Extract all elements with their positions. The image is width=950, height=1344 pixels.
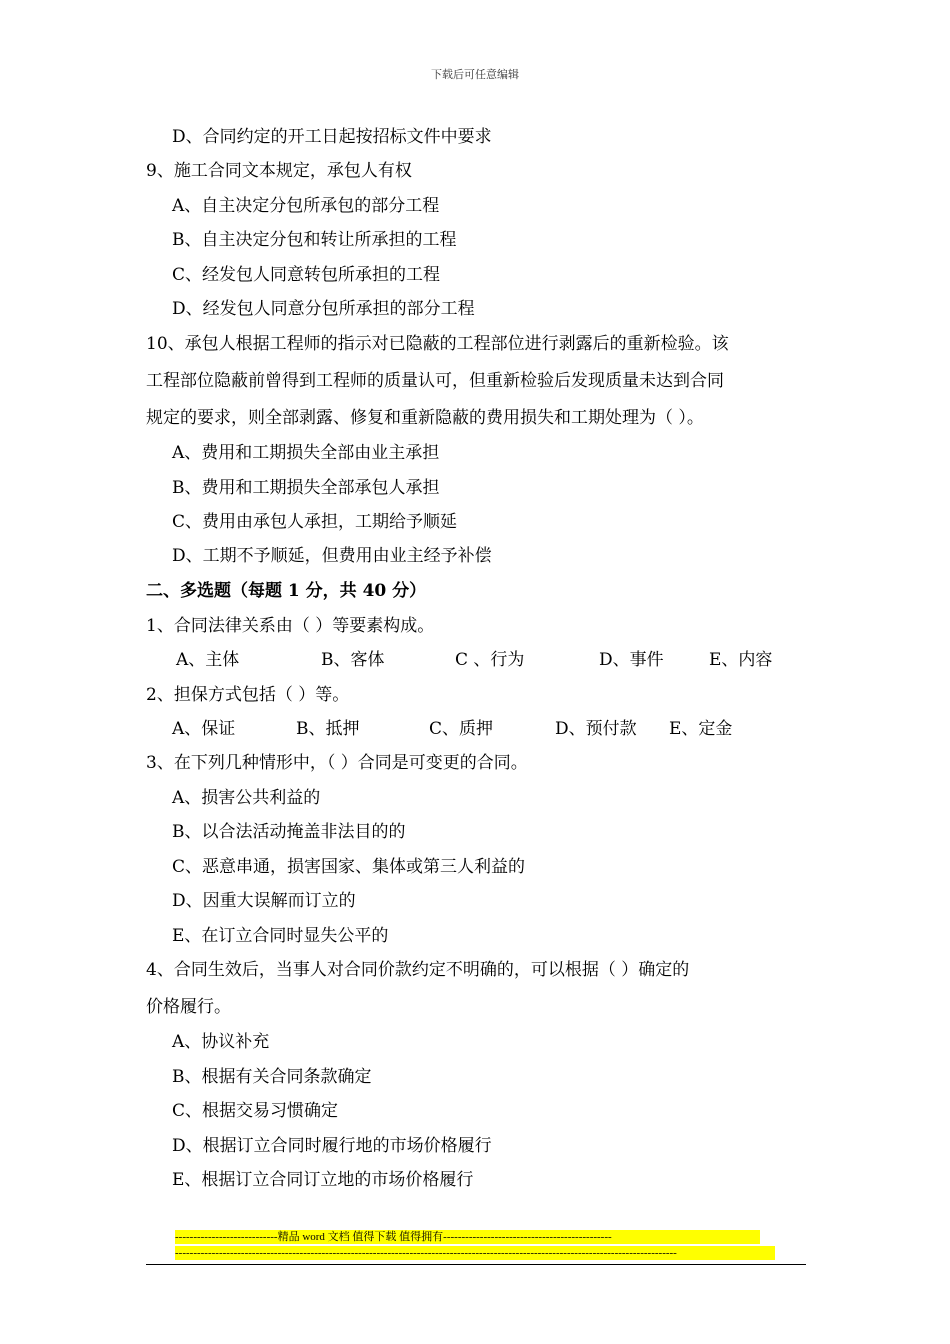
q10-stem-line3: 规定的要求，则全部剥露、修复和重新隐蔽的费用损失和工期处理为（ ）。: [146, 408, 704, 428]
m4-option-c: C、根据交易习惯确定: [172, 1101, 339, 1121]
q8-option-d: D、合同约定的开工日起按招标文件中要求: [172, 127, 492, 147]
m1-options: [176, 649, 772, 671]
footer-banner-line1: ----------------------------精品 word 文档 值得下载 值得拥有----------------------------------------------: [175, 1230, 760, 1244]
q9-option-c: C、经发包人同意转包所承担的工程: [172, 265, 441, 285]
q10-option-b: B、费用和工期损失全部承包人承担: [172, 478, 440, 498]
q10-stem-line2: 工程部位隐蔽前曾得到工程师的质量认可，但重新检验后发现质量未达到合同: [146, 371, 724, 391]
m2-stem: 2、担保方式包括（ ）等。: [146, 685, 350, 705]
m1-option-d: D、事件: [599, 650, 664, 670]
m4-option-a: A、协议补充: [172, 1032, 270, 1052]
m4-option-b: B、根据有关合同条款确定: [172, 1067, 372, 1087]
footer-divider: [146, 1264, 806, 1265]
m3-option-e: E、在订立合同时显失公平的: [172, 926, 389, 946]
m3-stem: 3、在下列几种情形中，（ ）合同是可变更的合同。: [146, 753, 528, 773]
m1-option-e: E、内容: [709, 650, 773, 670]
q10-option-d: D、工期不予顺延，但费用由业主经予补偿: [172, 546, 492, 566]
m4-stem-line2: 价格履行。: [146, 997, 231, 1017]
m2-option-b: B、抵押: [296, 719, 360, 739]
m1-stem: 1、合同法律关系由（ ）等要素构成。: [146, 616, 435, 636]
q9-option-a: A、自主决定分包所承包的部分工程: [172, 196, 440, 216]
footer-banner-line2: -----------------------------------------------------------------------------------------------------------------------------------------: [175, 1246, 775, 1260]
page-header: 下载后可任意编辑: [431, 68, 519, 81]
m3-option-a: A、损害公共利益的: [172, 788, 321, 808]
q10-option-a: A、费用和工期损失全部由业主承担: [172, 443, 440, 463]
q9-option-d: D、经发包人同意分包所承担的部分工程: [172, 299, 475, 319]
m3-option-c: C、恶意串通，损害国家、集体或第三人利益的: [172, 857, 526, 877]
m1-option-b: B、客体: [321, 650, 385, 670]
m1-option-a: A、主体: [176, 650, 240, 670]
q10-stem-line1: 10、承包人根据工程师的指示对已隐蔽的工程部位进行剥露后的重新检验。该: [146, 334, 729, 354]
section-title-multiple-choice: 二、多选题（每题 1 分，共 40 分）: [146, 581, 427, 601]
q9-stem: 9、施工合同文本规定，承包人有权: [146, 161, 412, 181]
m3-option-b: B、以合法活动掩盖非法目的的: [172, 822, 406, 842]
m2-option-e: E、定金: [669, 719, 733, 739]
m4-option-d: D、根据订立合同时履行地的市场价格履行: [172, 1136, 492, 1156]
m1-option-c: C 、行为: [455, 650, 525, 670]
m2-options: [172, 718, 732, 740]
m4-stem-line1: 4、合同生效后，当事人对合同价款约定不明确的，可以根据（ ）确定的: [146, 960, 690, 980]
m4-option-e: E、根据订立合同订立地的市场价格履行: [172, 1170, 474, 1190]
m3-option-d: D、因重大误解而订立的: [172, 891, 356, 911]
m2-option-d: D、预付款: [555, 719, 637, 739]
m2-option-c: C、质押: [429, 719, 494, 739]
m2-option-a: A、保证: [172, 719, 236, 739]
q10-option-c: C、费用由承包人承担，工期给予顺延: [172, 512, 458, 532]
q9-option-b: B、自主决定分包和转让所承担的工程: [172, 230, 457, 250]
